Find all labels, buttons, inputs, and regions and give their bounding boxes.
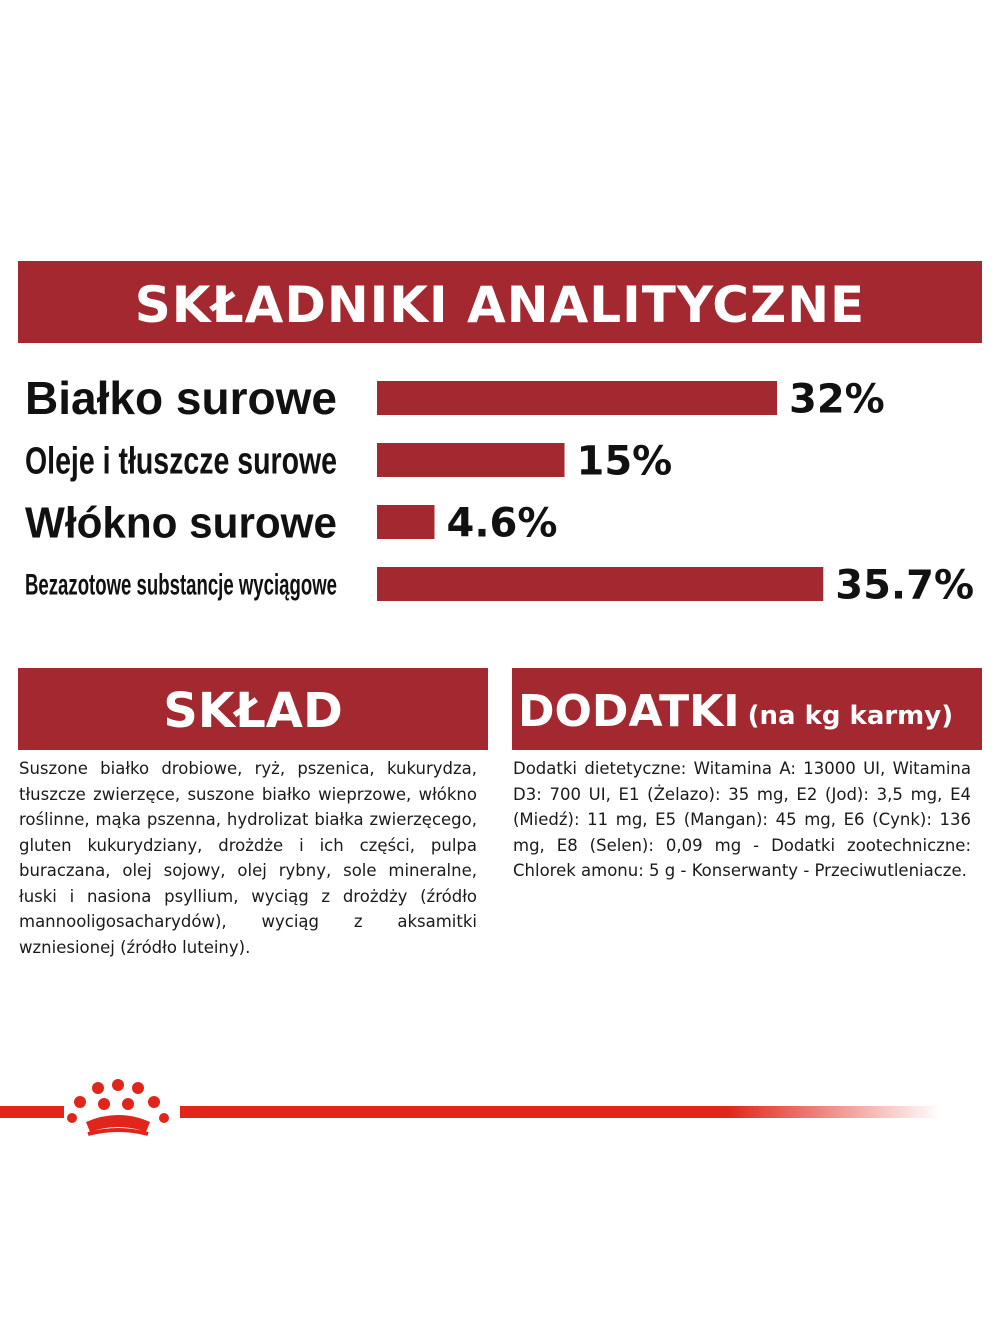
dodatki-text: Dodatki dietetyczne: Witamina A: 13000 UI, Witamina D3: 700 UI, E1 (Żelazo): 35 mg, E2 (Jod): 3,5 mg, E4 (Miedź): 11 mg, E5 (Mangan): 45 mg, E6 (Cynk): 136 mg, E8 (Selen): 0,09 mg - Dodatki zootechniczne: Chlorek amonu: 5 g - Konserwanty - Przeciwutleniacze. [513,759,971,880]
sklad-banner [18,668,488,750]
bar [377,381,777,415]
sklad-text: Suszone białko drobiowe, ryż, pszenica, kukurydza, tłuszcze zwierzęce, suszone białko wieprzowe, włókno roślinne, mąka pszenna, hydrolizat białka zwierzęcego, gluten kukurydziany, drożdże i ich części, pulpa buraczana, olej sojowy, olej rybny, sole mineralne, łuski i nasiona psyllium, wyciąg z drożdży (źródło mannooligosacharydów), wyciąg z aksamitki wzniesionej (źródło luteiny). [19,759,477,957]
bar [377,443,565,477]
footer-line-right [180,1106,940,1118]
bar-value-label: 35.7% [835,562,975,609]
crown-icon [66,1078,176,1140]
dodatki-banner [512,668,982,750]
bar-value-label: 4.6% [446,500,558,547]
bar-label: Włókno surowe [25,498,337,548]
bar [377,505,435,539]
bar [377,567,823,601]
dodatki-heading: DODATKI [518,685,740,737]
bar-value-label: 15% [576,438,673,485]
bar-value-label: 32% [789,376,885,423]
bar-label: Oleje i tłuszcze surowe [25,440,337,483]
dodatki-subheading: (na kg karmy) [747,701,954,731]
bar-label: Białko surowe [25,372,337,425]
analytical-title-banner [18,261,982,343]
bar-label: Bezazotowe substancje wyciągowe [25,568,337,602]
analytical-title: SKŁADNIKI ANALITYCZNE [134,276,866,334]
footer-line-left [0,1106,64,1118]
analytical-bar-chart [0,360,1000,620]
sklad-heading: SKŁAD [163,683,343,739]
